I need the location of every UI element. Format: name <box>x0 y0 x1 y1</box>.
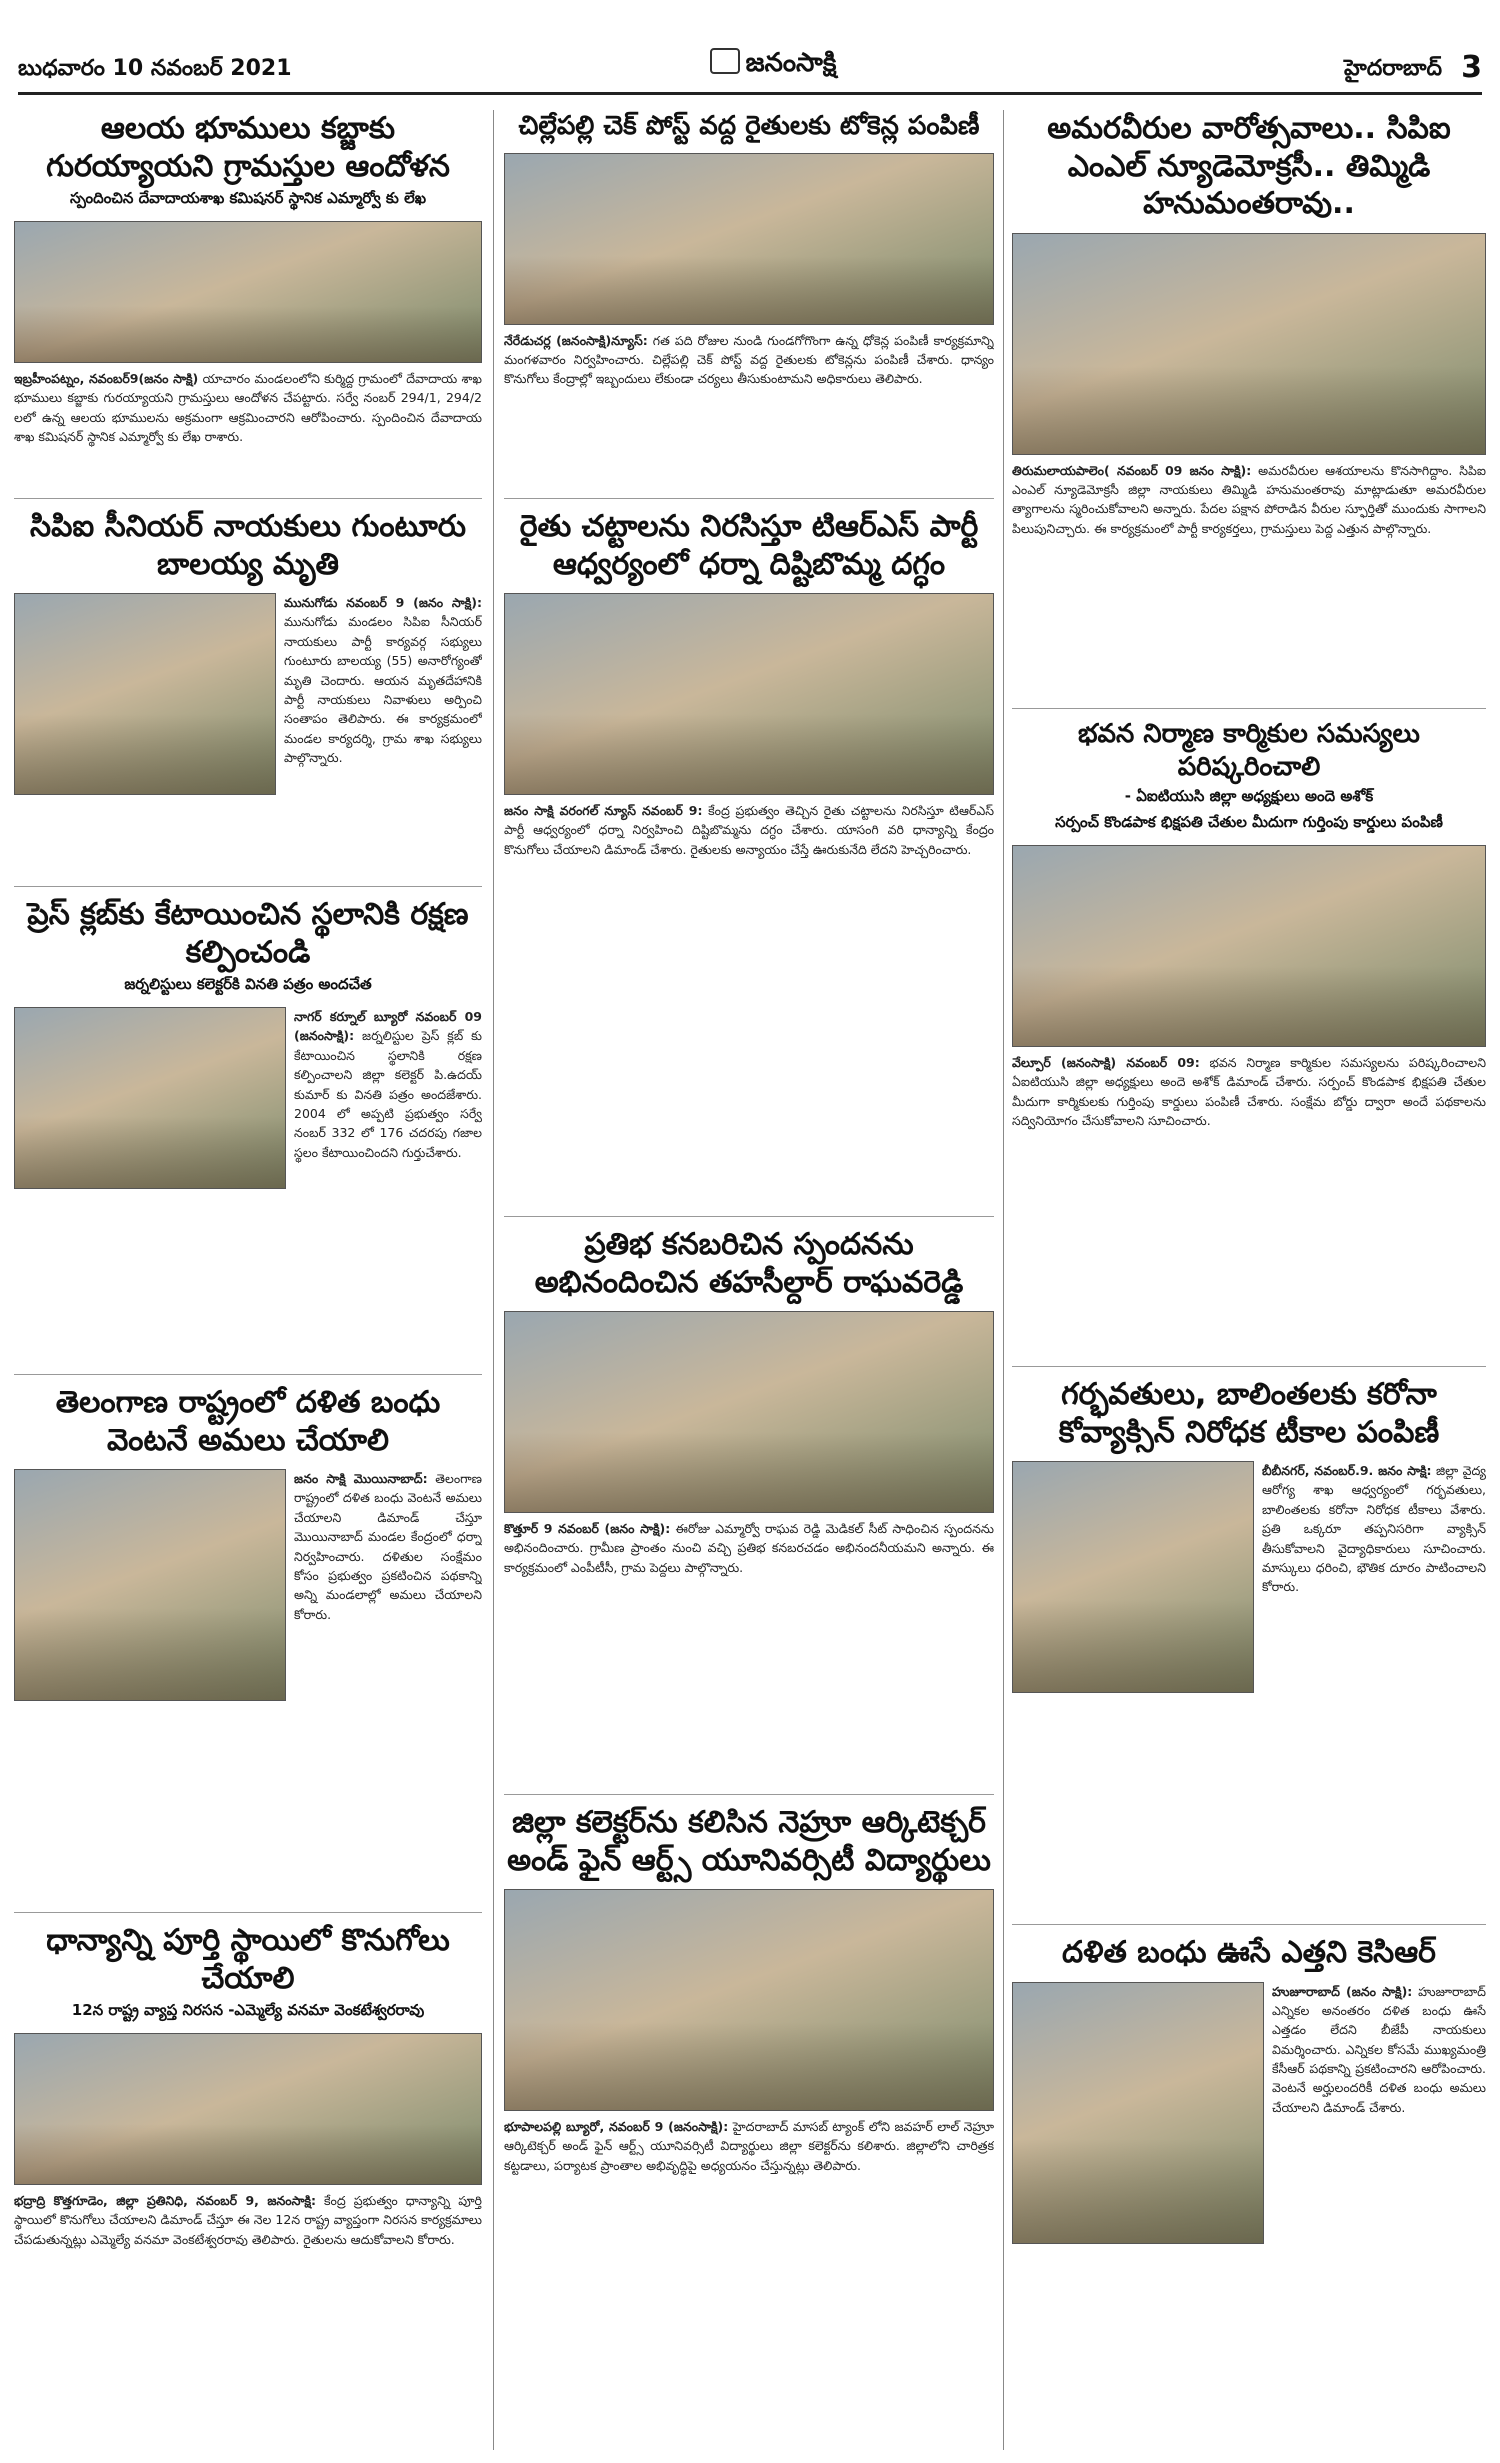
article-photo <box>504 153 994 325</box>
article-dateline: నాగర్ కర్నూల్ బ్యూరో నవంబర్ 09 (జనంసాక్షి): <box>294 1009 482 1044</box>
article-photo <box>14 1007 286 1189</box>
article-dateline: హుజూరాబాద్ (జనం సాక్షి): <box>1272 1983 1413 1999</box>
article-construction-workers <box>1012 718 1486 1358</box>
article-text: యాచారం మండలంలోని కుర్మిద్ద గ్రామంలో దేవాదాయ శాఖ భూములు కబ్జాకు గురయ్యాయని గ్రామస్తులు ఆందోళన చేపట్టారు. సర్వే నంబర్ 294/1, 294/2 లలో ఉన్న ఆలయ భూములను అక్రమంగా ఆక్రమించారని ఆరోపించారు. స్పందించిన దేవాదాయ శాఖ కమిషనర్ స్థానిక ఎమ్మార్వో కు లేఖ రాశారు. <box>14 371 482 445</box>
article-dateline: బీబీనగర్, నవంబర్.9. జనం సాక్షి: <box>1262 1463 1432 1478</box>
article-photo <box>504 1889 994 2111</box>
article-headline: ప్రెస్ క్లబ్‌కు కేటాయించిన స్థలానికి రక్షణ కల్పించండి <box>27 897 469 970</box>
article-headline: గర్భవతులు, బాలింతలకు కరోనా కోవ్యాక్సిన్ నిరోధక టీకాల పంపిణీ <box>1058 1377 1440 1450</box>
article-body <box>14 1007 482 1162</box>
article-press-club-land <box>14 896 482 1366</box>
article-headline: ఆలయ భూములు కబ్జాకు గురయ్యాయని గ్రామస్తుల ఆందోళన <box>46 111 450 184</box>
article-token-distribution <box>504 110 994 490</box>
article-subheadline: - ఏఐటియుసి జిల్లా అధ్యక్షులు అందె అశోక్ <box>1124 787 1374 805</box>
column-divider <box>1003 110 1004 2450</box>
article-text: హుజూరాబాద్ ఎన్నికల అనంతరం దళిత బంధు ఊసే ఎత్తడం లేదని బీజేపీ నాయకులు విమర్శించారు. ఎన్నికల కోసమే ముఖ్యమంత్రి కేసీఆర్ పథకాన్ని ప్రకటించారని ఆరోపించారు. వెంటనే అర్హులందరికీ దళిత బంధు అమలు చేయాలని డిమాండ్ చేశారు. <box>1272 1983 1486 2115</box>
article-dateline: ఇబ్రహీంపట్నం, నవంబర్9(జనం సాక్షి) <box>14 371 199 386</box>
article-subheadline: 12న రాష్ట్ర వ్యాప్త నిరసన -ఎమ్మెల్యే వనమా వెంకటేశ్వరరావు <box>71 2001 425 2019</box>
article-headline: రైతు చట్టాలను నిరసిస్తూ టిఆర్ఎస్ పార్టీ ఆధ్వర్యంలో ధర్నా దిష్టిబొమ్మ దగ్ధం <box>519 509 979 582</box>
article-photo <box>1012 1461 1254 1693</box>
article-dateline: జనం సాక్షి వరంగల్ న్యూస్ నవంబర్ 9: <box>504 803 703 818</box>
article-dateline: మునుగోడు నవంబర్ 9 (జనం సాక్షి): <box>284 595 482 610</box>
brand-emblem-icon <box>710 48 740 74</box>
article-photo <box>1012 1982 1264 2244</box>
article-subheadline: జర్నలిస్టులు కలెక్టర్‌కి వినతి పత్రం అందచేత <box>124 975 372 993</box>
edition-city <box>1344 56 1442 86</box>
article-headline: చిల్లేపల్లి చెక్ పోస్ట్ వద్ద రైతులకు టోకెన్ల పంపిణీ <box>518 111 980 141</box>
article-photo <box>14 1469 286 1701</box>
edition-city-label: హైదరాబాద్ <box>1344 56 1442 81</box>
column-divider <box>493 110 494 2450</box>
article-photo <box>504 1311 994 1513</box>
story-divider <box>504 1794 994 1795</box>
article-headline: దళిత బంధు ఊసే ఎత్తని కెసిఆర్ <box>1062 1935 1436 1970</box>
brand-name: జనంసాక్షి <box>745 48 837 78</box>
article-grain-procurement <box>14 1922 482 2450</box>
article-text: తెలంగాణ రాష్ట్రంలో దళిత బంధు వెంటనే అమలు చేయాలని డిమాండ్ చేస్తూ మొయినాబాద్ మండల కేంద్రంలో ధర్నా నిర్వహించారు. దళితుల సంక్షేమం కోసం ప్రభుత్వం ప్రకటించిన పథకాన్ని అన్ని మండలాల్లో అమలు చేయాలని కోరారు. <box>294 1471 482 1622</box>
column-right <box>1012 110 1486 2450</box>
article-body <box>14 2191 482 2249</box>
article-headline: ప్రతిభ కనబరిచిన స్పందనను అభినందించిన తహసీల్దార్ రాఘవరెడ్డి <box>534 1227 964 1300</box>
article-text: జిల్లా వైద్య ఆరోగ్య శాఖ ఆధ్వర్యంలో గర్భవతులు, బాలింతలకు కరోనా నిరోధక టీకాలు వేశారు. ప్రతి ఒక్కరూ తప్పనిసరిగా వ్యాక్సిన్ తీసుకోవాలని వైద్యాధికారులు సూచించారు. మాస్కులు ధరించి, భౌతిక దూరం పాటించాలని కోరారు. <box>1262 1463 1486 1595</box>
brand-logo <box>683 48 863 82</box>
masthead-rule <box>18 92 1482 95</box>
article-subheadline: స్పందించిన దేవాదాయశాఖ కమిషనర్ స్థానిక ఎమ్మార్వో కు లేఖ <box>69 189 427 207</box>
article-text: అమరవీరుల ఆశయాలను కొనసాగిద్దాం. సిపిఐ ఎంఎల్ న్యూడెమోక్రసీ జిల్లా నాయకులు తిమ్మిడి హనుమంతరావు మాట్లాడుతూ అమరవీరుల త్యాగాలను స్మరించుకోవాలని అన్నారు. పేదల పక్షాన పోరాడిన వీరుల స్ఫూర్తితో ముందుకు సాగాలని పిలుపునిచ్చారు. ఈ కార్యక్రమంలో పార్టీ కార్యకర్తలు, గ్రామస్తులు పెద్ద ఎత్తున పాల్గొన్నారు. <box>1012 462 1486 536</box>
article-photo <box>1012 845 1486 1047</box>
article-photo <box>14 2033 482 2185</box>
article-text: జర్నలిస్టుల ప్రెస్ క్లబ్ కు కేటాయించిన స్థలానికి రక్షణ కల్పించాలని జిల్లా కలెక్టర్ పి.ఉదయ్ కుమార్ కు వినతి పత్రం అందజేశారు. 2004 లో అప్పటి ప్రభుత్వం సర్వే నంబర్ 332 లో 176 చదరపు గజాల స్థలం కేటాయించిందని గుర్తుచేశారు. <box>294 1028 482 1160</box>
article-photo <box>1012 233 1486 455</box>
article-dateline: తిరుమలాయపాలెం( నవంబర్ 09 జనం సాక్షి): <box>1012 462 1252 478</box>
article-architecture-students <box>504 1804 994 2450</box>
article-dateline: నేరేడుచర్ల (జనంసాక్షి)న్యూస్: <box>504 332 648 348</box>
article-photo <box>14 221 482 363</box>
article-body <box>1012 1461 1486 1597</box>
article-text: ఈరోజు ఎమ్మార్వో రాఘవ రెడ్డి మెడికల్ సీట్ సాధించిన స్పందనను అభినందించారు. గ్రామీణ ప్రాంతం నుంచి వచ్చి ప్రతిభ కనబరచడం అభినందనీయమని అన్నారు. ఈ కార్యక్రమంలో ఎంపీటీసీ, గ్రామ పెద్దలు పాల్గొన్నారు. <box>504 1521 994 1575</box>
article-martyrs-week <box>1012 110 1486 700</box>
article-covaxin-pregnant-women <box>1012 1376 1486 1916</box>
article-trs-dharna <box>504 508 994 1208</box>
article-body <box>1012 1053 1486 1131</box>
story-divider <box>14 1912 482 1913</box>
article-dateline: భూపాలపల్లి బ్యూరో, నవంబర్ 9 (జనంసాక్షి): <box>504 2119 729 2134</box>
article-body <box>14 1469 482 1624</box>
article-photo <box>504 593 994 795</box>
article-text: కేంద్ర ప్రభుత్వం తెచ్చిన రైతు చట్టాలను నిరసిస్తూ టిఆర్ఎస్ పార్టీ ఆధ్వర్యంలో ధర్నా నిర్వహించి దిష్టిబొమ్మను దగ్ధం చేశారు. యాసంగి వరి ధాన్యాన్ని కేంద్రం కొనుగోలు చేయాలని డిమాండ్ చేశారు. రైతులకు అన్యాయం చేస్తే ఊరుకునేది లేదని హెచ్చరించారు. <box>504 803 994 857</box>
article-headline: తెలంగాణ రాష్ట్రంలో దళిత బంధు వెంటనే అమలు చేయాలి <box>55 1385 441 1458</box>
article-subheadline-secondary: సర్పంచ్ కొండపాక భిక్షపతి చేతుల మీదుగా గుర్తింపు కార్డులు పంపిణీ <box>1055 813 1443 831</box>
article-headline: సిపిఐ సీనియర్ నాయకులు గుంటూరు బాలయ్య మృతి <box>30 509 466 582</box>
story-divider <box>1012 1366 1486 1367</box>
story-divider <box>504 498 994 499</box>
article-dalit-bandhu-kcr <box>1012 1934 1486 2450</box>
column-middle <box>504 110 994 2450</box>
article-body <box>1012 461 1486 539</box>
article-body <box>504 2117 994 2175</box>
story-divider <box>1012 1924 1486 1925</box>
article-body <box>14 369 482 447</box>
column-left <box>14 110 482 2450</box>
article-headline: భవన నిర్మాణ కార్మికుల సమస్యలు పరిష్కరించాలి <box>1078 719 1420 782</box>
article-headline: జిల్లా కలెక్టర్‌ను కలిసిన నెహ్రూ ఆర్కిటెక్చర్ అండ్ ఫైన్ ఆర్ట్స్ యూనివర్సిటీ విద్యార్థులు <box>507 1805 991 1878</box>
article-tahsildar-felicitation <box>504 1226 994 1786</box>
article-text: మునుగోడు మండలం సిపిఐ సీనియర్ నాయకులు పార్టీ కార్యవర్గ సభ్యులు గుంటూరు బాలయ్య (55) అనారోగ్యంతో మృతి చెందారు. ఆయన మృతదేహానికి పార్టీ నాయకులు నివాళులు అర్పించి సంతాపం తెలిపారు. ఈ కార్యక్రమంలో మండల కార్యదర్శి, గ్రామ శాఖ సభ్యులు పాల్గొన్నారు. <box>284 614 482 765</box>
article-dateline: కొత్తూర్ 9 నవంబర్ (జనం సాక్షి): <box>504 1521 671 1536</box>
article-body <box>14 593 482 767</box>
article-dalit-bandhu-telangana <box>14 1384 482 1904</box>
masthead <box>18 46 1482 90</box>
story-divider <box>14 886 482 887</box>
article-text: హైదరాబాద్ మాసబ్ ట్యాంక్ లోని జవహర్ లాల్ నెహ్రూ ఆర్కిటెక్చర్ అండ్ ఫైన్ ఆర్ట్స్ యూనివర్సిటీ విద్యార్థులు జిల్లా కలెక్టర్‌ను కలిశారు. జిల్లాలోని చారిత్రక కట్టడాలు, పర్యాటక ప్రాంతాల అభివృద్ధిపై అధ్యయనం చేస్తున్నట్లు తెలిపారు. <box>504 2119 994 2173</box>
article-dateline: వేల్పూర్ (జనంసాక్షి) నవంబర్ 09: <box>1012 1055 1200 1070</box>
article-body <box>1012 1982 1486 2118</box>
story-divider <box>504 1216 994 1217</box>
article-dateline: జనం సాక్షి మొయినాబాద్: <box>294 1471 428 1486</box>
story-divider <box>14 498 482 499</box>
article-text: భవన నిర్మాణ కార్మికుల సమస్యలను పరిష్కరించాలని ఏఐటియుసి జిల్లా అధ్యక్షులు అందె అశోక్ డిమాండ్ చేశారు. సర్పంచ్ కొండపాక భిక్షపతి చేతుల మీదుగా కార్మికులకు గుర్తింపు కార్డులు పంపిణీ చేశారు. సంక్షేమ బోర్డు ద్వారా అందే పథకాలను సద్వినియోగం చేసుకోవాలని సూచించారు. <box>1012 1055 1486 1129</box>
story-divider <box>14 1374 482 1375</box>
article-photo <box>14 593 276 795</box>
article-headline: ధాన్యాన్ని పూర్తి స్థాయిలో కొనుగోలు చేయాలి <box>46 1923 450 1996</box>
article-dateline: భద్రాద్రి కొత్తగూడెం, జిల్లా ప్రతినిధి, నవంబర్ 9, జనంసాక్షి: <box>14 2193 316 2208</box>
issue-date: బుధవారం 10 నవంబర్ 2021 <box>18 56 292 81</box>
article-headline: అమరవీరుల వారోత్సవాలు.. సిపిఐ ఎంఎల్ న్యూడెమోక్రసీ.. తిమ్మిడి హనుమంతరావు.. <box>1047 111 1451 221</box>
article-text: కేంద్ర ప్రభుత్వం ధాన్యాన్ని పూర్తి స్థాయిలో కొనుగోలు చేయాలని డిమాండ్ చేస్తూ ఈ నెల 12న రాష్ట్ర వ్యాప్తంగా నిరసన కార్యక్రమాలు చేపడుతున్నట్లు ఎమ్మెల్యే వనమా వెంకటేశ్వరరావు తెలిపారు. రైతులను ఆదుకోవాలని కోరారు. <box>14 2193 482 2247</box>
article-body <box>504 1519 994 1577</box>
article-text: గత పది రోజుల నుండి గుండగోగొంగా ఉన్న ధోకెన్ల పంపిణీ కార్యక్రమాన్ని మంగళవారం నిర్వహించారు. చిల్లేపల్లి చెక్ పోస్ట్ వద్ద రైతులకు టోకెన్లను పంపిణీ చేశారు. ధాన్యం కొనుగోలు కేంద్రాల్లో ఇబ్బందులు లేకుండా చర్యలు తీసుకుంటామని అధికారులు తెలిపారు. <box>504 332 994 387</box>
article-body <box>504 331 994 389</box>
story-divider <box>1012 708 1486 709</box>
article-temple-lands <box>14 110 482 490</box>
page-number: 3 <box>1461 50 1482 85</box>
article-body <box>504 801 994 859</box>
article-cpi-leader-death <box>14 508 482 878</box>
